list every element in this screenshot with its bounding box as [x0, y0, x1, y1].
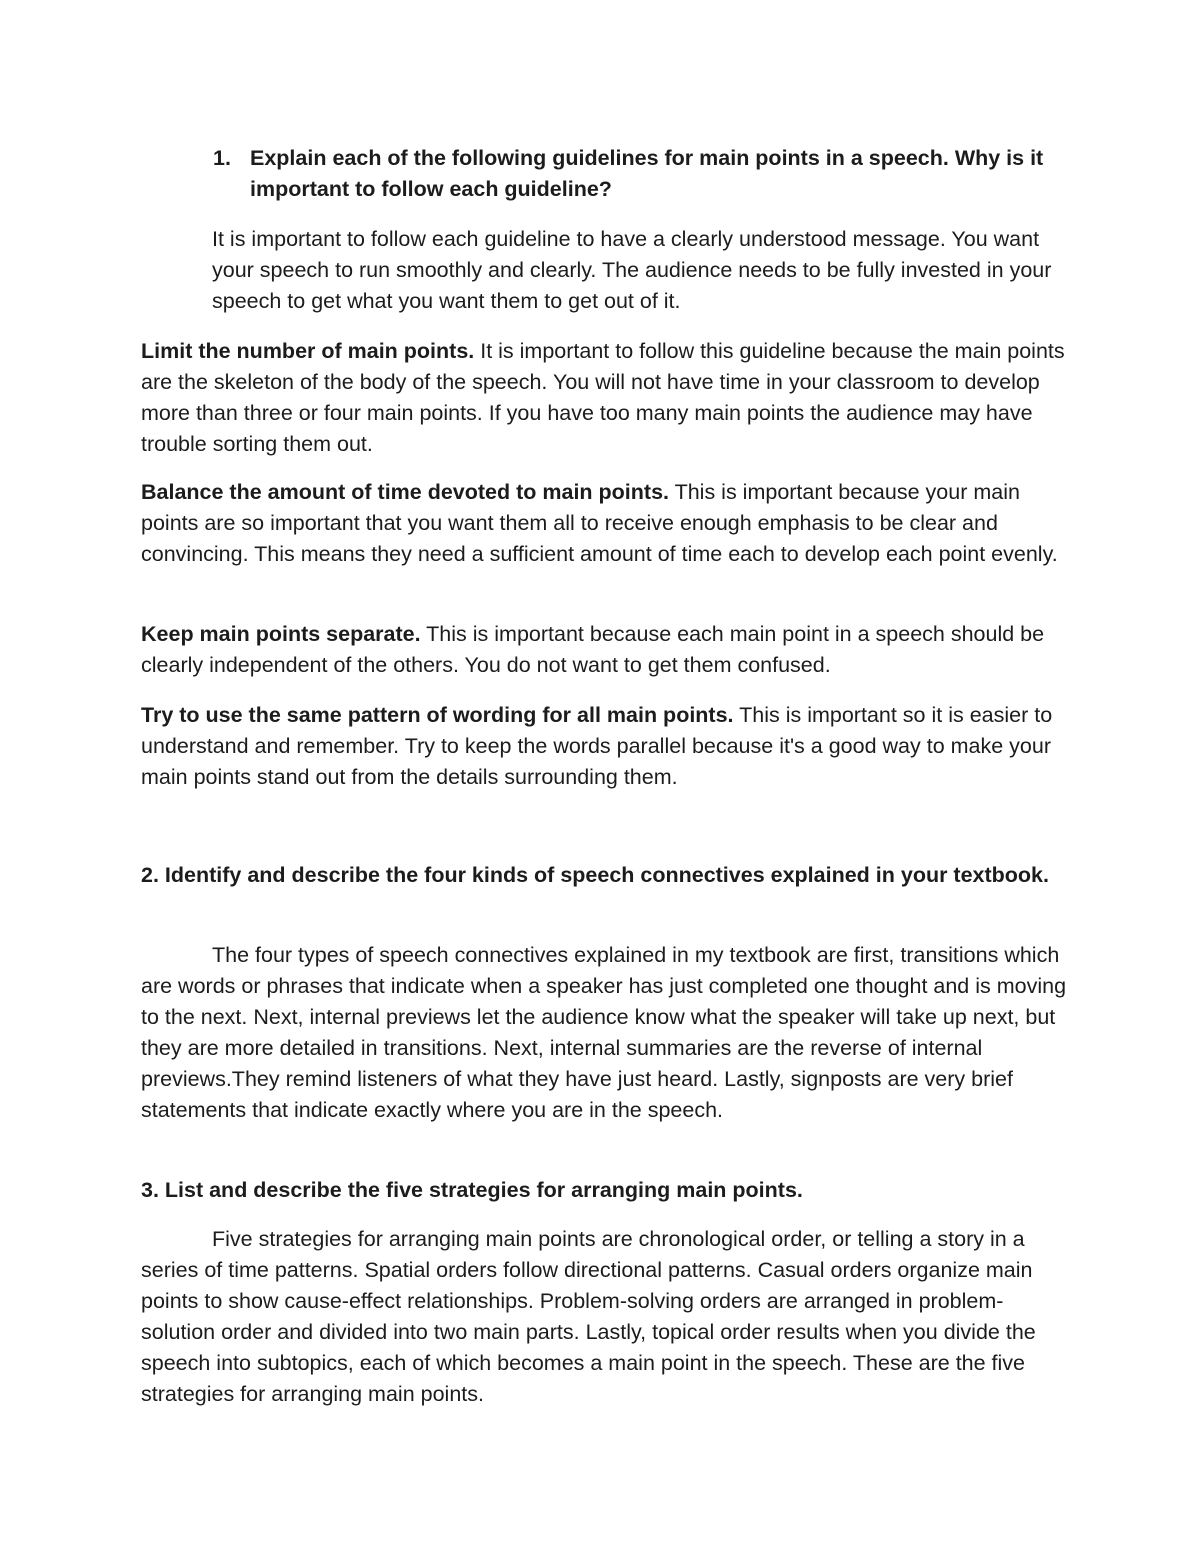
guideline-paragraph: [141, 336, 1071, 460]
question-2-text: 2. Identify and describe the four kinds of speech connectives explained in your textbook.: [141, 863, 1049, 887]
guideline-title: Try to use the same pattern of wording for all main points.: [141, 703, 734, 727]
guideline-text: This is important because your main points are so important that you want them all to receive enough emphasis to be clear and convincing. This means they need a sufficient amount of time each to develop each point evenly.: [141, 480, 1058, 566]
guideline-title: Balance the amount of time devoted to main points.: [141, 480, 669, 504]
question-3-text: 3. List and describe the five strategies for arranging main points.: [141, 1178, 803, 1202]
guideline-title: Limit the number of main points.: [141, 339, 475, 363]
guideline-text: This is important so it is easier to understand and remember. Try to keep the words parallel because it's a good way to make your main points stand out from the details surrounding them.: [141, 703, 1053, 789]
question-1-number: 1.: [213, 146, 231, 170]
question-1-text: Explain each of the following guidelines for main points in a speech. Why is it important to follow each guideline?: [250, 146, 1044, 201]
guideline-text: This is important because each main point in a speech should be clearly independent of the others. You do not want to get them confused.: [141, 622, 1045, 677]
question-3-answer: Five strategies for arranging main points are chronological order, or telling a story in a series of time patterns. Spatial orders follow directional patterns. Casual orders organize main points to show cause-effect relationships. Problem-solving orders are arranged in problem-solution order and divided into two main parts. Lastly, topical order results when you divide the speech into subtopics, each of which becomes a main point in the speech. These are the five strategies for arranging main points.: [141, 1227, 1036, 1406]
question-2-answer: The four types of speech connectives explained in my textbook are first, transitions which are words or phrases that indicate when a speaker has just completed one thought and is moving to the next. Next, internal previews let the audience know what the speaker will take up next, but they are more detailed in transitions. Next, internal summaries are the reverse of internal previews.They remind listeners of what they have just heard. Lastly, signposts are very brief statements that indicate exactly where you are in the speech.: [141, 943, 1067, 1122]
question-1: [213, 143, 1073, 205]
guideline-paragraph: [141, 619, 1071, 681]
guideline-paragraph: [141, 477, 1071, 570]
guideline-text: It is important to follow this guideline because the main points are the skeleton of the body of the speech. You will not have time in your classroom to develop more than three or four main points. If you have too many main points the audience may have trouble sorting them out.: [141, 339, 1065, 456]
question-1-answer-intro: It is important to follow each guideline to have a clearly understood message. You want your speech to run smoothly and clearly. The audience needs to be fully invested in your speech to get what you want them to get out of it.: [212, 227, 1052, 313]
guideline-paragraph: [141, 700, 1071, 793]
guideline-title: Keep main points separate.: [141, 622, 421, 646]
